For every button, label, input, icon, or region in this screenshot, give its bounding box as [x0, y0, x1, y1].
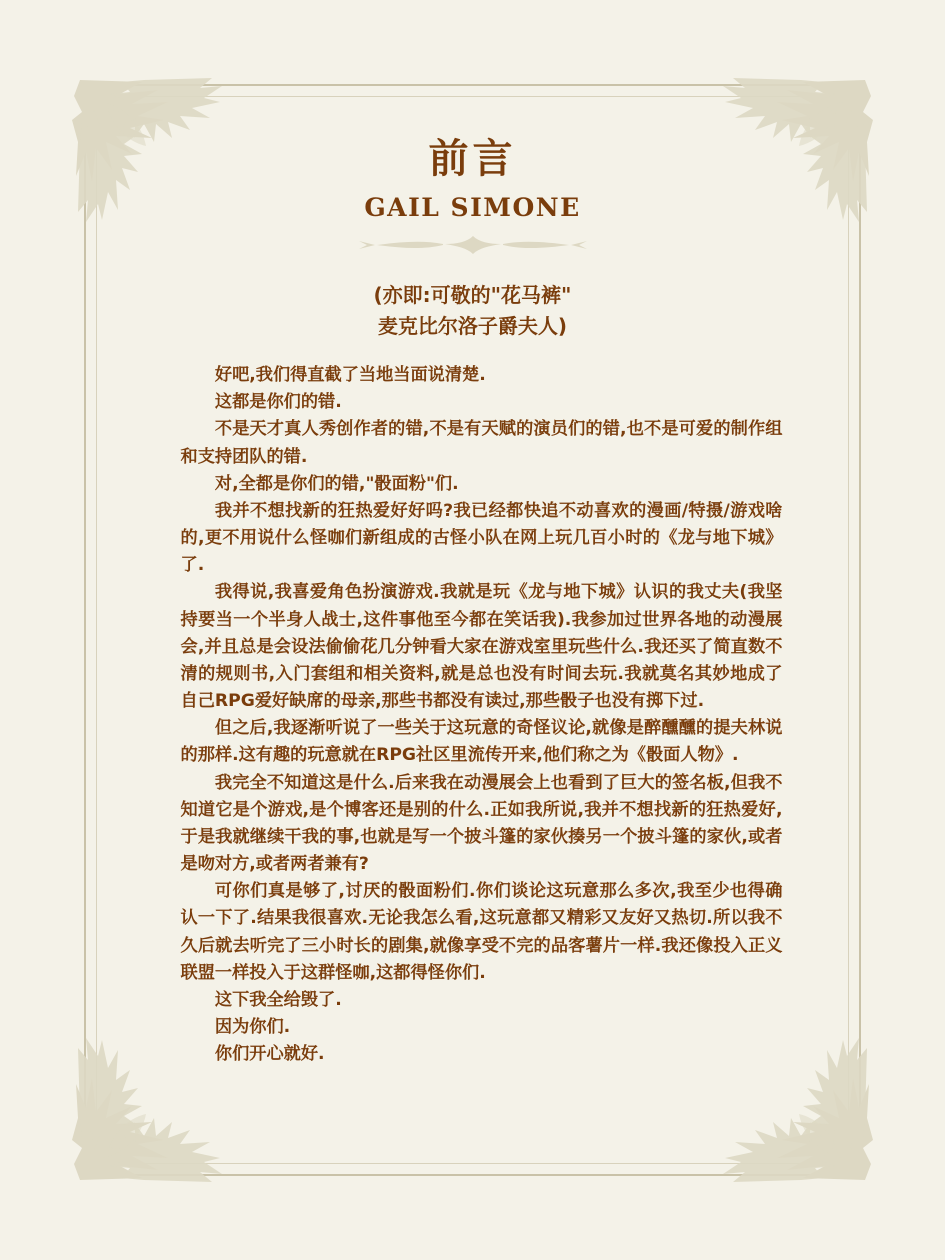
subtitle	[150, 280, 795, 342]
ornamental-divider-icon	[323, 232, 623, 258]
foreword-body	[163, 362, 783, 1068]
subtitle-line-1: (亦即:可敬的"花马裤"	[373, 283, 572, 307]
paragraph: 但之后,我逐渐听说了一些关于这玩意的奇怪议论,就像是醉醺醺的提夫林说的那样.这有趣的玩意就在RPG社区里流传开来,他们称之为《骰面人物》.	[180, 718, 783, 766]
paragraph: 我得说,我喜爱角色扮演游戏.我就是玩《龙与地下城》认识的我丈夫(我坚持要当一个半身人战士,这件事他至今都在笑话我).我参加过世界各地的动漫展会,并且总是会设法偷偷花几分钟看大家在游戏室里玩些什么.我还买了简直数不清的规则书,入门套组和相关资料,就是总也没有时间去玩.我就莫名其妙地成了自己RPG爱好缺席的母亲,那些书都没有读过,那些骰子也没有掷下过.	[180, 582, 783, 712]
page-content	[150, 135, 795, 1068]
paragraph: 不是天才真人秀创作者的错,不是有天赋的演员们的错,也不是可爱的制作组和支持团队的错.	[180, 419, 783, 467]
paragraph: 我完全不知道这是什么.后来我在动漫展会上也看到了巨大的签名板,但我不知道它是个游戏,是个博客还是别的什么.正如我所说,我并不想找新的狂热爱好,于是我就继续干我的事,也就是写一个披斗篷的家伙揍另一个披斗篷的家伙,或者是吻对方,或者两者兼有?	[180, 772, 783, 875]
paragraph: 因为你们.	[214, 1017, 291, 1038]
paragraph: 对,全都是你们的错,"骰面粉"们.	[214, 473, 459, 494]
paragraph: 我并不想找新的狂热爱好好吗?我已经都快追不动喜欢的漫画/特摄/游戏啥的,更不用说什么怪咖们新组成的古怪小队在网上玩几百小时的《龙与地下城》了.	[180, 500, 783, 576]
paragraph: 可你们真是够了,讨厌的骰面粉们.你们谈论这玩意那么多次,我至少也得确认一下了.结果我很喜欢.无论我怎么看,这玩意都又精彩又友好又热切.所以我不久后就去听完了三小时长的剧集,就像享受不完的品客薯片一样.我还像投入正义联盟一样投入于这群怪咖,这都得怪你们.	[180, 881, 783, 983]
page-title: 前言	[428, 136, 517, 182]
paragraph: 你们开心就好.	[214, 1044, 325, 1065]
paragraph: 这都是你们的错.	[214, 392, 342, 413]
paragraph: 好吧,我们得直截了当地当面说清楚.	[214, 365, 486, 385]
author-name: GAIL SIMONE	[364, 193, 581, 222]
subtitle-line-2: 麦克比尔洛子爵夫人)	[377, 314, 568, 338]
paragraph: 这下我全给毁了.	[214, 989, 342, 1010]
